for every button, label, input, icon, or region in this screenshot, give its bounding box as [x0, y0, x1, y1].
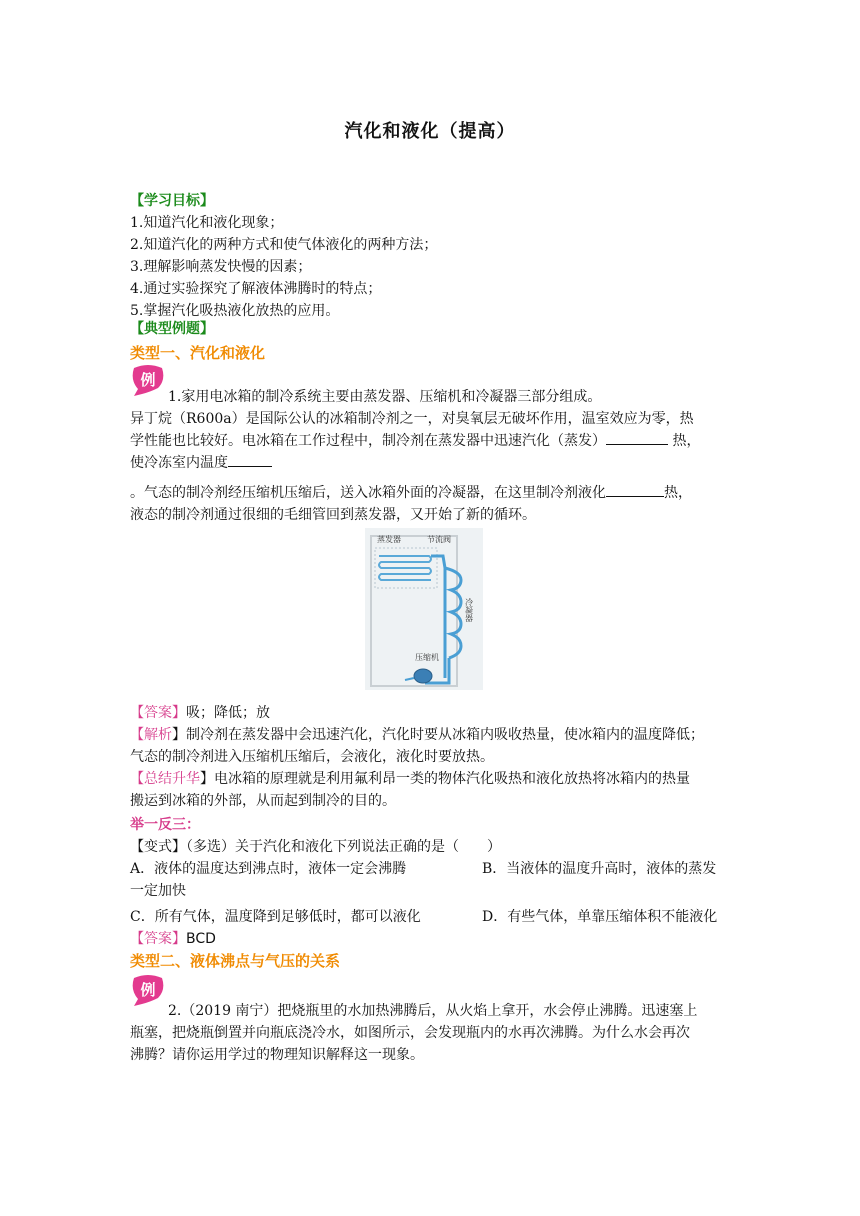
objective-item: 5.掌握汽化吸热液化放热的应用。 — [130, 303, 340, 319]
valve-label: 节流阀 — [427, 535, 451, 544]
option-row — [130, 906, 735, 928]
compressor-label: 压缩机 — [415, 653, 439, 662]
question-text-part: 使冷冻室内温度 — [130, 455, 228, 471]
objective-item: 2.知道汽化的两种方式和使气体液化的两种方法； — [130, 237, 438, 253]
question-text: 沸腾？请你运用学过的物理知识解释这一现象。 — [130, 1047, 424, 1063]
objective-item: 3.理解影响蒸发快慢的因素； — [130, 259, 312, 275]
svg-text:例: 例 — [140, 981, 156, 999]
option-c[interactable]: C．所有气体，温度降到足够低时，都可以液化 — [130, 909, 421, 925]
practice-heading: 举一反三： — [130, 817, 200, 833]
analysis-line — [130, 724, 735, 746]
analysis-tag: 【解析 — [130, 727, 172, 743]
answer-block-1 — [130, 702, 735, 812]
answer-blank[interactable] — [228, 452, 272, 467]
question-text: 2.（2019 南宁）把烧瓶里的水加热沸腾后，从火焰上拿开，水会停止沸腾。迅速塞上 — [168, 1003, 698, 1019]
practice-section — [130, 814, 735, 950]
question-text: 液态的制冷剂通过很细的毛细管回到蒸发器，又开始了新的循环。 — [130, 507, 536, 523]
question-2 — [130, 1000, 735, 1066]
objective-item: 4.通过实验探究了解液体沸腾时的特点； — [130, 281, 382, 297]
answer-text: 吸；降低；放 — [186, 705, 270, 721]
summary-text: 搬运到冰箱的外部，从而起到制冷的目的。 — [130, 793, 396, 809]
question-text: 瓶塞，把烧瓶倒置并向瓶底浇冷水，如图所示，会发现瓶内的水再次沸腾。为什么水会再次 — [130, 1025, 690, 1041]
option-d[interactable]: D．有些气体，单靠压缩体积不能液化 — [482, 909, 718, 925]
option-b-continued: 一定加快 — [130, 883, 186, 899]
question-text-part: 热， — [668, 433, 701, 449]
question-text-part: 学性能也比较好。电冰箱在工作过程中，制冷剂在蒸发器中迅速汽化（蒸发） — [130, 433, 606, 449]
examples-heading: 【典型例题】 — [130, 321, 214, 337]
answer-text: BCD — [186, 931, 216, 947]
analysis-text: 气态的制冷剂进入压缩机压缩后，会液化，液化时要放热。 — [130, 749, 494, 765]
summary-line — [130, 768, 735, 790]
summary-text: 】电冰箱的原理就是利用氟利昂一类的物体汽化吸热和液化放热将冰箱内的热量 — [200, 771, 690, 787]
analysis-text: 】制冷剂在蒸发器中会迅速汽化，汽化时要从冰箱内吸收热量，使冰箱内的温度降低； — [172, 727, 704, 743]
question-text — [130, 430, 735, 452]
option-row — [130, 858, 735, 880]
question-text-part: 热， — [664, 485, 692, 501]
question-text: 1.家用电冰箱的制冷系统主要由蒸发器、压缩机和冷凝器三部分组成。 — [168, 389, 602, 405]
type1-heading: 类型一、汽化和液化 — [130, 344, 266, 362]
option-b[interactable]: B．当液体的温度升高时，液体的蒸发 — [482, 861, 717, 877]
objective-item: 1.知道汽化和液化现象； — [130, 215, 284, 231]
option-a[interactable]: A．液体的温度达到沸点时，液体一定会沸腾 — [130, 861, 407, 877]
question-text — [130, 482, 735, 504]
summary-tag: 【总结升华 — [130, 771, 200, 787]
practice-question: 【变式】（多选）关于汽化和液化下列说法正确的是（ ） — [130, 839, 501, 855]
type2-heading: 类型二、液体沸点与气压的关系 — [130, 952, 341, 970]
objectives-section — [130, 190, 735, 322]
svg-text:例: 例 — [140, 371, 156, 389]
answer-tag: 【答案】 — [130, 705, 186, 721]
practice-answer — [130, 928, 735, 950]
answer-tag: 【答案】 — [130, 931, 186, 947]
page-title: 汽化和液化（提高） — [344, 121, 516, 142]
question-1 — [130, 386, 735, 526]
answer-line — [130, 702, 735, 724]
refrigerator-diagram — [365, 528, 483, 690]
question-text-part: 。气态的制冷剂经压缩机压缩后，送入冰箱外面的冷凝器，在这里制冷剂液化 — [130, 485, 606, 501]
question-text: 异丁烷（R600a）是国际公认的冰箱制冷剂之一，对臭氧层无破坏作用，温室效应为零，热 — [130, 411, 694, 427]
answer-blank[interactable] — [606, 482, 664, 497]
answer-blank[interactable] — [606, 430, 668, 445]
evaporator-label: 蒸发器 — [377, 535, 401, 544]
condenser-label: 冷凝器 — [464, 598, 474, 622]
question-text — [130, 452, 735, 474]
objectives-heading: 【学习目标】 — [130, 193, 214, 209]
